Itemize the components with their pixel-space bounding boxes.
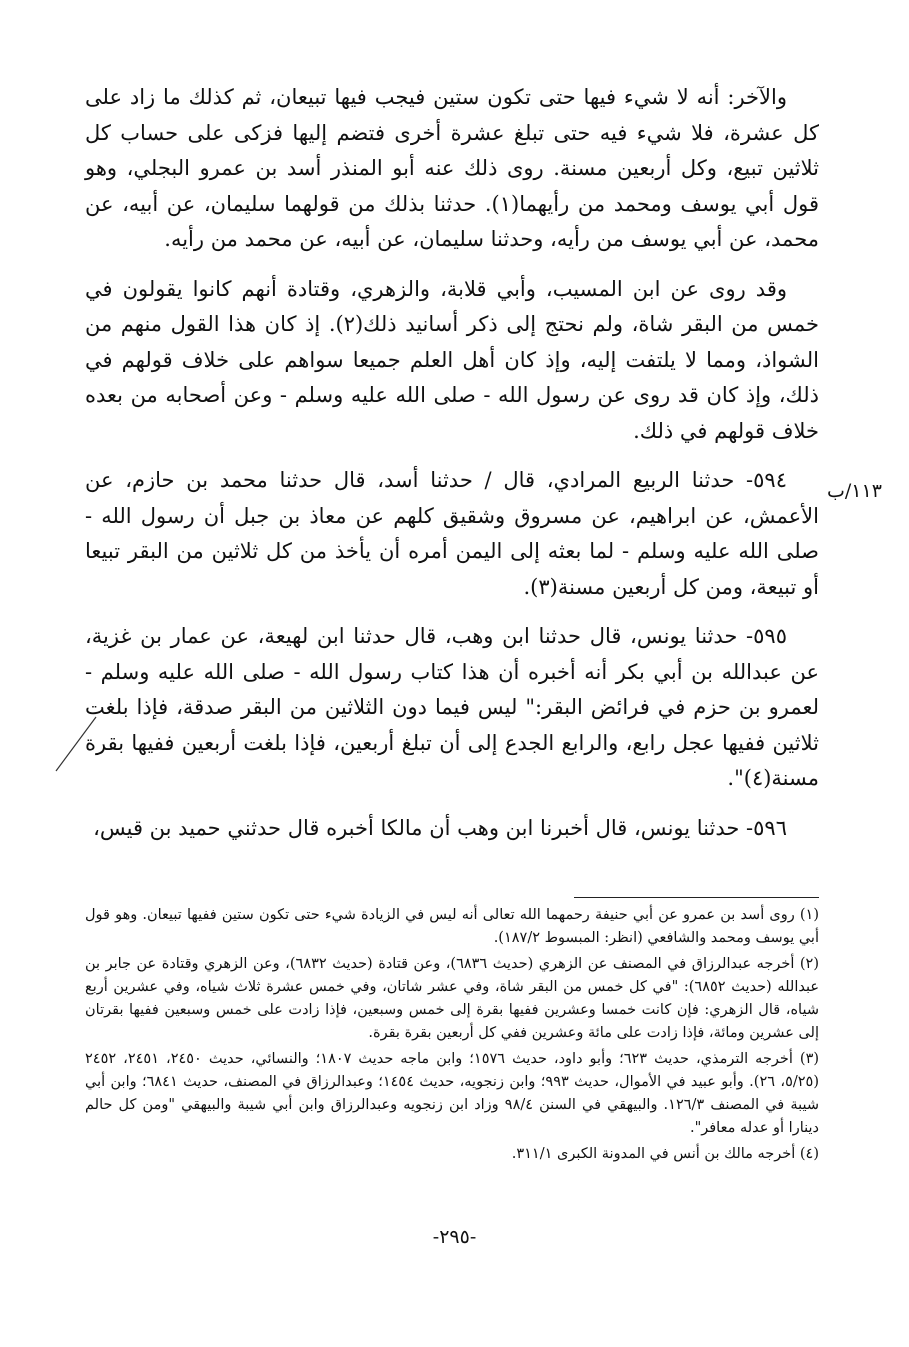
margin-folio-note: ١١٣/ب (827, 480, 882, 502)
main-text (85, 80, 819, 860)
hadith-paragraph: ٥٩٥- حدثنا يونس، قال حدثنا ابن وهب، قال حدثنا ابن لهيعة، عن عمار بن غزية، عن عبدالله بن أبي بكر أنه أخبره أن هذا كتاب رسول الله - صلى الله عليه وسلم - لعمرو بن حزم في فرائض البقر:" ليس فيما دون الثلاثين من البقر صدقة، فإذا بلغت ثلاثين ففيها عجل رابع، والرابع الجدع إلى أن تبلغ أربعين، فإذا بلغت أربعين ففيها بقرة مسنة(٤)". (85, 624, 819, 790)
footnote: (١) روى أسد بن عمرو عن أبي حنيفة رحمهما الله تعالى أنه ليس في الزيادة شيء حتى تكون ستين ففيها تبيعان. وهو قول أبي يوسف ومحمد والشافعي (انظر: المبسوط ١٨٧/٢). (85, 907, 819, 946)
footnote: (٣) أخرجه الترمذي، حديث ٦٢٣؛ وأبو داود، حديث ١٥٧٦؛ وابن ماجه حديث ١٨٠٧؛ والنسائي، حديث ٢٤٥٠، ٢٤٥١، ٢٤٥٢ (٥/٢٥، ٢٦). وأبو عبيد في الأموال، حديث ٩٩٣؛ وابن زنجويه، حديث ١٤٥٤؛ وعبدالرزاق في المصنف، حديث ٦٨٤١؛ وابن أبي شيبة في المصنف ١٢٦/٣. والبيهقي في السنن ٩٨/٤ وزاد ابن زنجويه وعبدالرزاق وابن أبي شيبة والبيهقي "ومن كل حالم دينارا أو عدله معافر". (85, 1051, 820, 1136)
hadith-paragraph: ٥٩٤- حدثنا الربيع المرادي، قال / حدثنا أسد، قال حدثنا محمد بن حازم، عن الأعمش، عن ابراهيم، عن مسروق وشقيق كلهم عن معاذ بن جبل أن رسول الله - صلى الله عليه وسلم - لما بعثه إلى اليمن أمره أن يأخذ من كل ثلاثين من البقر تبيعا أو تبيعة، ومن كل أربعين مسنة(٣). (85, 468, 819, 599)
paragraph: والآخر: أنه لا شيء فيها حتى تكون ستين فيجب فيها تبيعان، ثم كذلك ما زاد على كل عشرة، فلا شيء فيه حتى تبلغ عشرة أخرى فتضم إليها فزكى على حساب كل ثلاثين تبيع، وكل أربعين مسنة. روى ذلك عنه أبو المنذر أسد بن عمرو البجلي، وهو قول أبي يوسف ومحمد من رأيهما(١). حدثنا بذلك من قولهما سليمان، عن أبيه، عن محمد، عن أبي يوسف من رأيه، وحدثنا سليمان، عن أبيه، عن محمد من رأيه. (85, 85, 819, 251)
page-number: -٢٩٥- (432, 1226, 477, 1248)
footnotes (85, 904, 819, 1169)
footnote: (٢) أخرجه عبدالرزاق في المصنف عن الزهري (حديث ٦٨٣٦)، وعن قتادة (حديث ٦٨٣٢)، وعن الزهري وقتادة عن جابر بن عبدالله (حديث ٦٨٥٢): "في كل خمس من البقر شاة، وفي عشر شاتان، وفي خمس عشرة ثلاث شياه، وفي عشرين أربع شياه، قال الزهري: فإن كانت خمسا وعشرين ففيها بقرة إلى خمس وسبعين، فإذا زادت على خمس وسبعين ففيها بقرتان إلى عشرين ومائة، فإذا زادت على مائة وعشرين ففي كل أربعين بقرة بقرة. (85, 956, 820, 1041)
paragraph: وقد روى عن ابن المسيب، وأبي قلابة، والزهري، وقتادة أنهم كانوا يقولون في خمس من البقر شاة، ولم نحتج إلى ذكر أسانيد ذلك(٢). إذ كان هذا القول منهم من الشواذ، ومما لا يلتفت إليه، وإذ كان أهل العلم جميعا سواهم على خلاف قولهم في ذلك، وإذ كان قد روى عن رسول الله - صلى الله عليه وسلم - وعن أصحابه من بعده خلاف قولهم في ذلك. (85, 276, 820, 443)
footnote: (٤) أخرجه مالك بن أنس في المدونة الكبرى ٣١١/١. (511, 1146, 819, 1162)
footnote-separator (574, 897, 819, 898)
hadith-paragraph: ٥٩٦- حدثنا يونس، قال أخبرنا ابن وهب أن مالكا أخبره قال حدثني حميد بن قيس، (93, 815, 787, 840)
